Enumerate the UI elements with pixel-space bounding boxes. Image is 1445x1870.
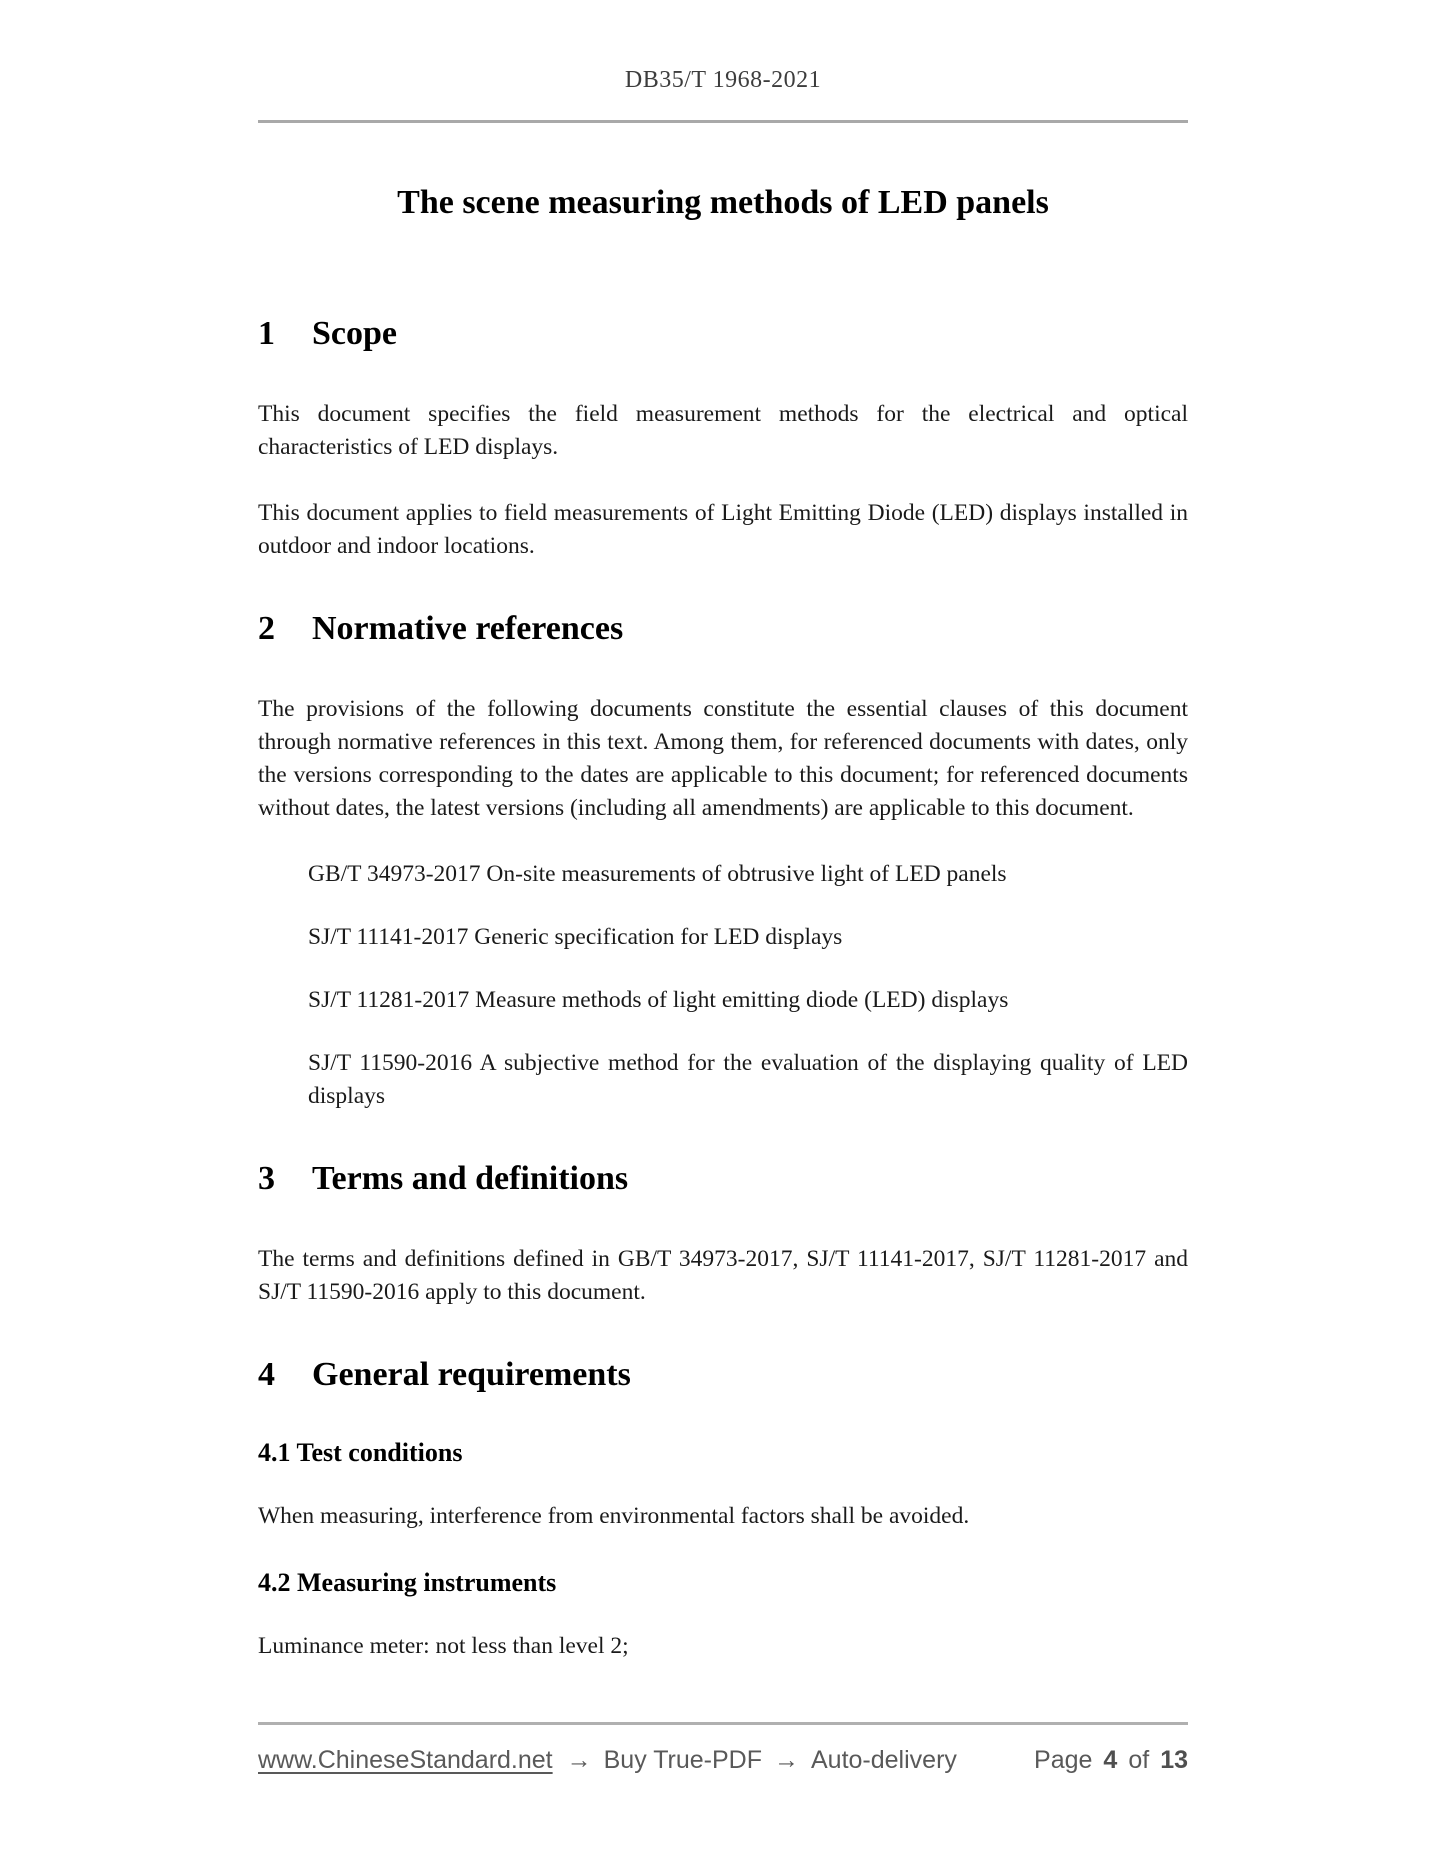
- page-label: Page: [1034, 1746, 1093, 1774]
- test-conditions-paragraph: When measuring, interference from environmental factors shall be avoided.: [258, 1503, 970, 1529]
- section-1-heading: [258, 316, 1188, 352]
- terms-paragraph: The terms and definitions defined in GB/T 34973-2017, SJ/T 11141-2017, SJ/T 11281-2017 and SJ/T 11590-2016 apply to this document.: [258, 1246, 1188, 1305]
- section-2-heading: [258, 611, 1188, 647]
- section-4-label: General requirements: [312, 1356, 631, 1393]
- scope-paragraph-1: This document specifies the field measurement methods for the electrical and optical characteristics of LED displays.: [258, 401, 1188, 460]
- footer-delivery-label: Auto-delivery: [811, 1746, 957, 1774]
- section-4-heading: [258, 1357, 1188, 1393]
- measuring-instruments-paragraph: Luminance meter: not less than level 2;: [258, 1633, 629, 1659]
- section-2-number: 2: [258, 610, 275, 647]
- arrow-icon: →: [566, 1746, 592, 1774]
- reference-item: SJ/T 11281-2017 Measure methods of light emitting diode (LED) displays: [308, 987, 1009, 1013]
- subsection-4-2-heading: 4.2 Measuring instruments: [258, 1568, 557, 1597]
- section-1-number: 1: [258, 315, 275, 352]
- doc-number: DB35/T 1968-2021: [624, 67, 822, 93]
- reference-item: SJ/T 11141-2017 Generic specification for LED displays: [308, 924, 843, 950]
- normative-intro-paragraph: The provisions of the following documents constitute the essential clauses of this document through normative references in this text. Among them, for referenced documents with dates, only the versions corresponding to the dates are applicable to this document; for referenced documents without dates, the latest versions (including all amendments) are applicable to this document.: [258, 696, 1188, 821]
- section-3-label: Terms and definitions: [312, 1160, 629, 1197]
- footer-divider: [258, 1722, 1188, 1725]
- header-divider: [258, 120, 1188, 123]
- page-indicator: [1034, 1746, 1188, 1775]
- page-footer: [258, 1722, 1188, 1775]
- section-1-label: Scope: [312, 315, 397, 352]
- page-total: 13: [1160, 1746, 1188, 1774]
- reference-item: SJ/T 11590-2016 A subjective method for the evaluation of the displaying quality of LED displays: [308, 1050, 1188, 1109]
- section-4-number: 4: [258, 1356, 275, 1393]
- arrow-icon: →: [774, 1746, 799, 1774]
- footer-buy-label: Buy True-PDF: [603, 1746, 762, 1774]
- section-3-number: 3: [258, 1160, 275, 1197]
- footer-link[interactable]: www.ChineseStandard.net: [258, 1746, 553, 1774]
- section-2-label: Normative references: [312, 610, 624, 647]
- footer-tagline: [258, 1746, 957, 1775]
- scope-paragraph-2: This document applies to field measurements of Light Emitting Diode (LED) displays installed in outdoor and indoor locations.: [258, 500, 1188, 559]
- reference-item: GB/T 34973-2017 On-site measurements of obtrusive light of LED panels: [308, 861, 1007, 887]
- footer-row: [258, 1746, 1188, 1775]
- subsection-4-1-heading: 4.1 Test conditions: [258, 1438, 463, 1467]
- page-of-label: of: [1128, 1746, 1150, 1774]
- section-3-heading: [258, 1161, 1188, 1197]
- page-current: 4: [1103, 1746, 1118, 1774]
- page-title: The scene measuring methods of LED panels: [397, 184, 1049, 221]
